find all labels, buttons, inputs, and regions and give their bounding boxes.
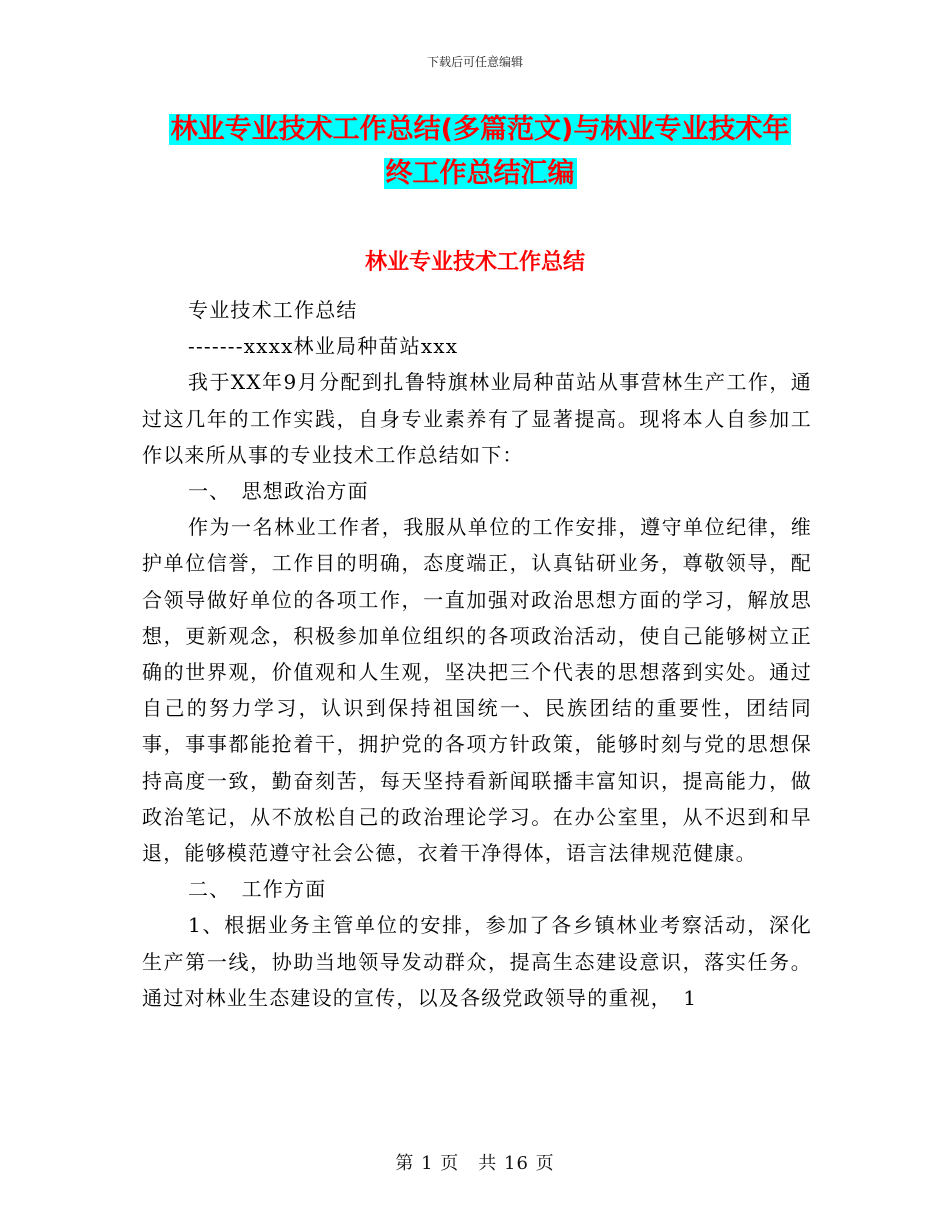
paragraph-subtitle: 专业技术工作总结 <box>188 298 358 322</box>
footer-suffix: 页 <box>535 1153 555 1174</box>
footer-page-number: 1 <box>421 1153 434 1174</box>
footer-middle: 页 共 <box>440 1153 498 1174</box>
header-note: 下载后可任意编辑 <box>426 55 523 69</box>
paragraph-author: -------xxxx林业局种苗站xxx <box>188 334 459 359</box>
footer-total-pages: 16 <box>504 1153 529 1174</box>
paragraph-work-1: 1、根据业务主管单位的安排，参加了各乡镇林业考察活动，深化生产第一线，协助当地领导发动群众，提高生态建设意识，落实任务。通过对林业生态建设的宣传，以及各级党政领导的重视， 1 <box>142 913 812 1010</box>
document-body <box>142 292 812 1016</box>
section-title: 林业专业技术工作总结 <box>364 250 585 275</box>
page-footer <box>0 1152 950 1176</box>
heading-political: 一、 思想政治方面 <box>188 479 369 504</box>
document-title <box>140 108 820 196</box>
paragraph-intro: 我于XX年9月分配到扎鲁特旗林业局种苗站从事营林生产工作，通过这几年的工作实践，自身专业素养有了显著提高。现将本人自参加工作以来所从事的专业技术工作总结如下： <box>142 370 812 467</box>
footer-prefix: 第 <box>395 1153 415 1174</box>
document-title-line-1: 林业专业技术工作总结(多篇范文)与林业专业技术年 <box>170 114 790 145</box>
document-title-line-2: 终工作总结汇编 <box>385 158 575 189</box>
heading-work: 二、 工作方面 <box>188 877 327 902</box>
paragraph-political: 作为一名林业工作者，我服从单位的工作安排，遵守单位纪律，维护单位信誉，工作目的明确，态度端正，认真钻研业务，尊敬领导，配合领导做好单位的各项工作，一直加强对政治思想方面的学习，解放思想，更新观念，积极参加单位组织的各项政治活动，使自己能够树立正确的世界观，价值观和人生观，坚决把三个代表的思想落到实处。通过自己的努力学习，认识到保持祖国统一、民族团结的重要性，团结同事，事事都能抢着干，拥护党的各项方针政策，能够时刻与党的思想保持高度一致，勤奋刻苦，每天坚持看新闻联播丰富知识，提高能力，做政治笔记，从不放松自己的政治理论学习。在办公室里，从不迟到和早退，能够模范遵守社会公德，衣着干净得体，语言法律规范健康。 <box>142 515 812 866</box>
